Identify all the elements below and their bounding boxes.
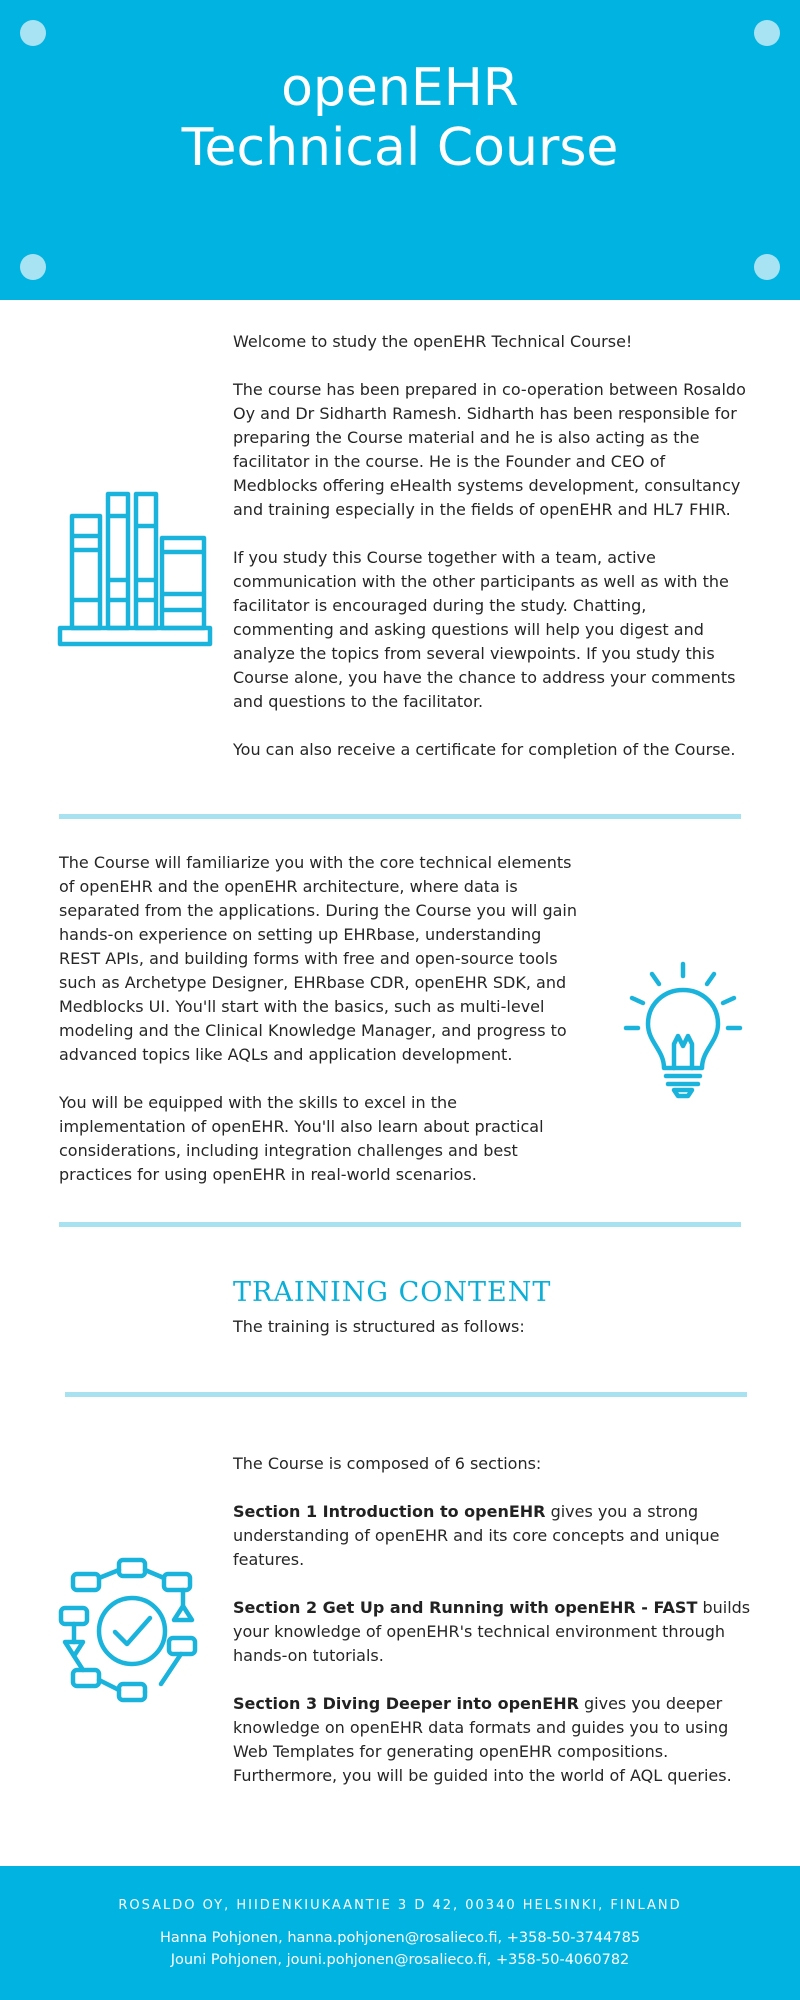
- page-title-line-1: openEHR: [281, 58, 519, 118]
- header-banner: [0, 0, 800, 300]
- footer-contact-jouni: Jouni Pohjonen, jouni.pohjonen@rosalieco.fi, +358-50-4060782: [170, 1952, 630, 1968]
- section-1-text: gives you a strong understanding of openEHR and its core concepts and unique features.: [233, 1502, 720, 1569]
- footer-contact-hanna: Hanna Pohjonen, hanna.pohjonen@rosalieco.fi, +358-50-3744785: [159, 1930, 641, 1946]
- section-2-title: Section 2 Get Up and Running with openEHR - FAST: [233, 1598, 698, 1617]
- overview-text: [59, 851, 585, 1187]
- lightbulb-icon: [618, 960, 748, 1110]
- section-1-title: Section 1 Introduction to openEHR: [233, 1502, 546, 1521]
- sections-text: [233, 1452, 751, 1788]
- corner-dot-bottom-right: [754, 254, 780, 280]
- section-3-item: [233, 1692, 751, 1788]
- footer: [0, 1866, 800, 2000]
- divider-2: [59, 1222, 741, 1227]
- process-cycle-icon: [57, 1556, 207, 1706]
- footer-address: ROSALDO OY, HIIDENKIUKAANTIE 3 D 42, 00340 HELSINKI, FINLAND: [118, 1898, 682, 1913]
- corner-dot-top-right: [754, 20, 780, 46]
- books-icon: [56, 490, 216, 650]
- intro-text: [233, 330, 751, 762]
- overview-paragraph-1: The Course will familiarize you with the core technical elements of openEHR and the openEHR architecture, where data is separated from the applications. During the Course you will gain hands-on experience on setting up EHRbase, understanding REST APIs, and building forms with free and open-source tools such as Archetype Designer, EHRbase CDR, openEHR SDK, and Medblocks UI. You'll start with the basics, such as multi-level modeling and the Clinical Knowledge Manager, and progress to advanced topics like AQLs and application development.: [59, 853, 578, 1064]
- corner-dot-bottom-left: [20, 254, 46, 280]
- section-2-item: [233, 1596, 751, 1668]
- page-title-line-2: Technical Course: [181, 118, 619, 178]
- sections-intro: The Course is composed of 6 sections:: [233, 1454, 542, 1473]
- section-3-title: Section 3 Diving Deeper into openEHR: [233, 1694, 579, 1713]
- intro-paragraph-1: The course has been prepared in co-operation between Rosaldo Oy and Dr Sidharth Ramesh. Sidharth has been responsible for preparing the Course material and he is also acting as the facilitator in the course. He is the Founder and CEO of Medblocks offering eHealth systems development, consultancy and training especially in the fields of openEHR and HL7 FHIR.: [233, 380, 746, 519]
- intro-paragraph-3: You can also receive a certificate for completion of the Course.: [233, 740, 736, 759]
- corner-dot-top-left: [20, 20, 46, 46]
- section-2-text: builds your knowledge of openEHR's technical environment through hands-on tutorials.: [233, 1598, 751, 1665]
- training-content-subtitle: The training is structured as follows:: [233, 1317, 525, 1336]
- divider-3: [65, 1392, 747, 1397]
- divider-1: [59, 814, 741, 819]
- section-3-text: gives you deeper knowledge on openEHR data formats and guides you to using Web Templates for generating openEHR compositions. Furthermore, you will be guided into the world of AQL queries.: [233, 1694, 732, 1785]
- welcome-text: Welcome to study the openEHR Technical Course!: [233, 332, 633, 351]
- intro-paragraph-2: If you study this Course together with a team, active communication with the other participants as well as with the facilitator is encouraged during the study. Chatting, commenting and asking questions will help you digest and analyze the topics from several viewpoints. If you study this Course alone, you have the chance to address your comments and questions to the facilitator.: [233, 548, 736, 711]
- page-title: [0, 58, 800, 178]
- training-content-heading: TRAINING CONTENT: [233, 1277, 552, 1308]
- section-1-item: [233, 1500, 751, 1572]
- overview-paragraph-2: You will be equipped with the skills to excel in the implementation of openEHR. You'll also learn about practical considerations, including integration challenges and best practices for using openEHR in real-world scenarios.: [59, 1093, 544, 1184]
